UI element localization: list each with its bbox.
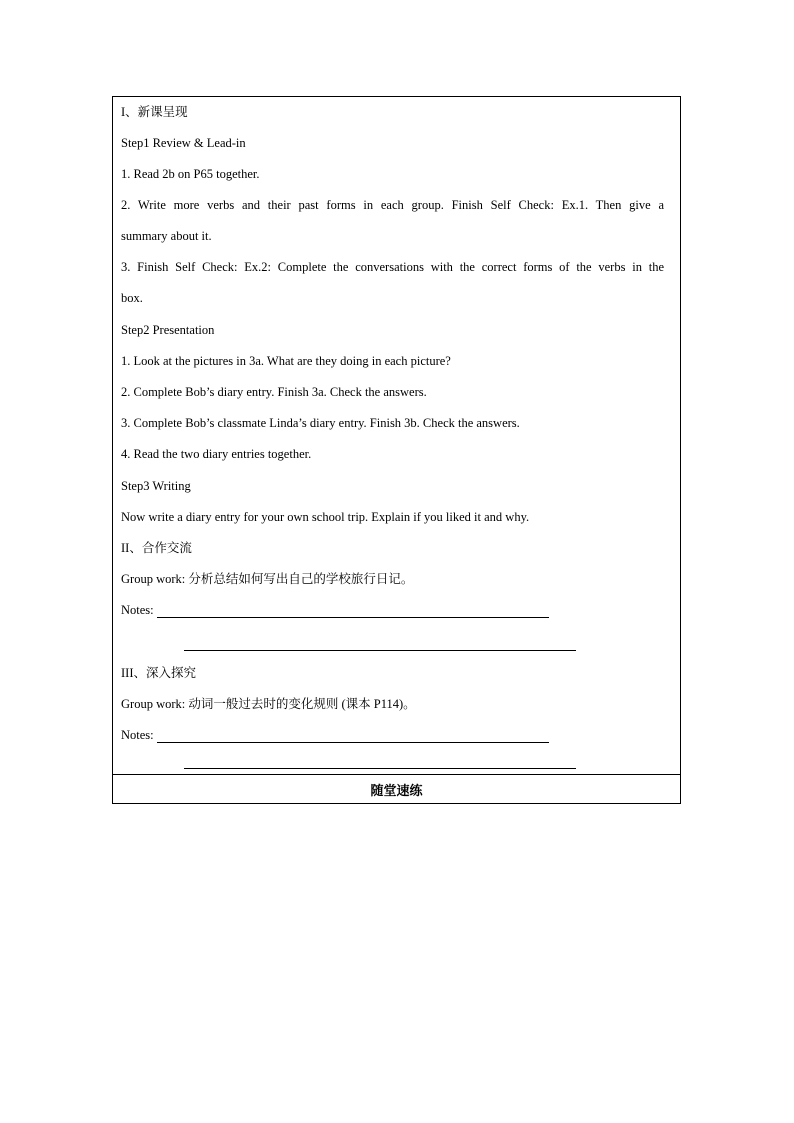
section2-notes-blank-1[interactable]	[157, 617, 549, 618]
section3-group-work: Group work: 动词一般过去时的变化规则 (课本 P114)。	[121, 697, 416, 711]
step2-item-4: 4. Read the two diary entries together.	[121, 447, 312, 461]
step1-title: Step1 Review & Lead-in	[121, 136, 246, 150]
section-title-exploration: III、深入探究	[121, 666, 196, 680]
step3-item-1: Now write a diary entry for your own school trip. Explain if you liked it and why.	[121, 510, 530, 524]
section2-group-work: Group work: 分析总结如何写出自己的学校旅行日记。	[121, 572, 414, 586]
step2-title: Step2 Presentation	[121, 323, 215, 337]
step2-item-3: 3. Complete Bob’s classmate Linda’s diary entry. Finish 3b. Check the answers.	[121, 416, 520, 430]
step1-item-3-line2: box.	[121, 291, 143, 305]
lesson-content-cell	[113, 97, 680, 775]
section2-notes-blank-2[interactable]	[184, 650, 576, 651]
practice-header-cell	[113, 775, 680, 803]
step1-item-2-line1: 2. Write more verbs and their past forms in each group. Finish Self Check: Ex.1. Then give a	[121, 198, 664, 212]
step1-item-3-line1: 3. Finish Self Check: Ex.2: Complete the conversations with the correct forms of the verbs in the	[121, 260, 664, 274]
lesson-table	[112, 96, 681, 804]
section-title-new-lesson: I、新课呈现	[121, 105, 188, 119]
step2-item-2: 2. Complete Bob’s diary entry. Finish 3a. Check the answers.	[121, 385, 427, 399]
step1-item-1: 1. Read 2b on P65 together.	[121, 167, 260, 181]
section3-notes-blank-1[interactable]	[157, 742, 549, 743]
section2-notes-label: Notes:	[121, 603, 154, 617]
step3-title: Step3 Writing	[121, 479, 191, 493]
section3-notes-label: Notes:	[121, 728, 154, 742]
step2-item-1: 1. Look at the pictures in 3a. What are they doing in each picture?	[121, 354, 451, 368]
step1-item-2-line2: summary about it.	[121, 229, 212, 243]
practice-header: 随堂速练	[370, 782, 423, 798]
section3-notes-blank-2[interactable]	[184, 768, 576, 769]
section-title-cooperation: II、合作交流	[121, 541, 192, 555]
